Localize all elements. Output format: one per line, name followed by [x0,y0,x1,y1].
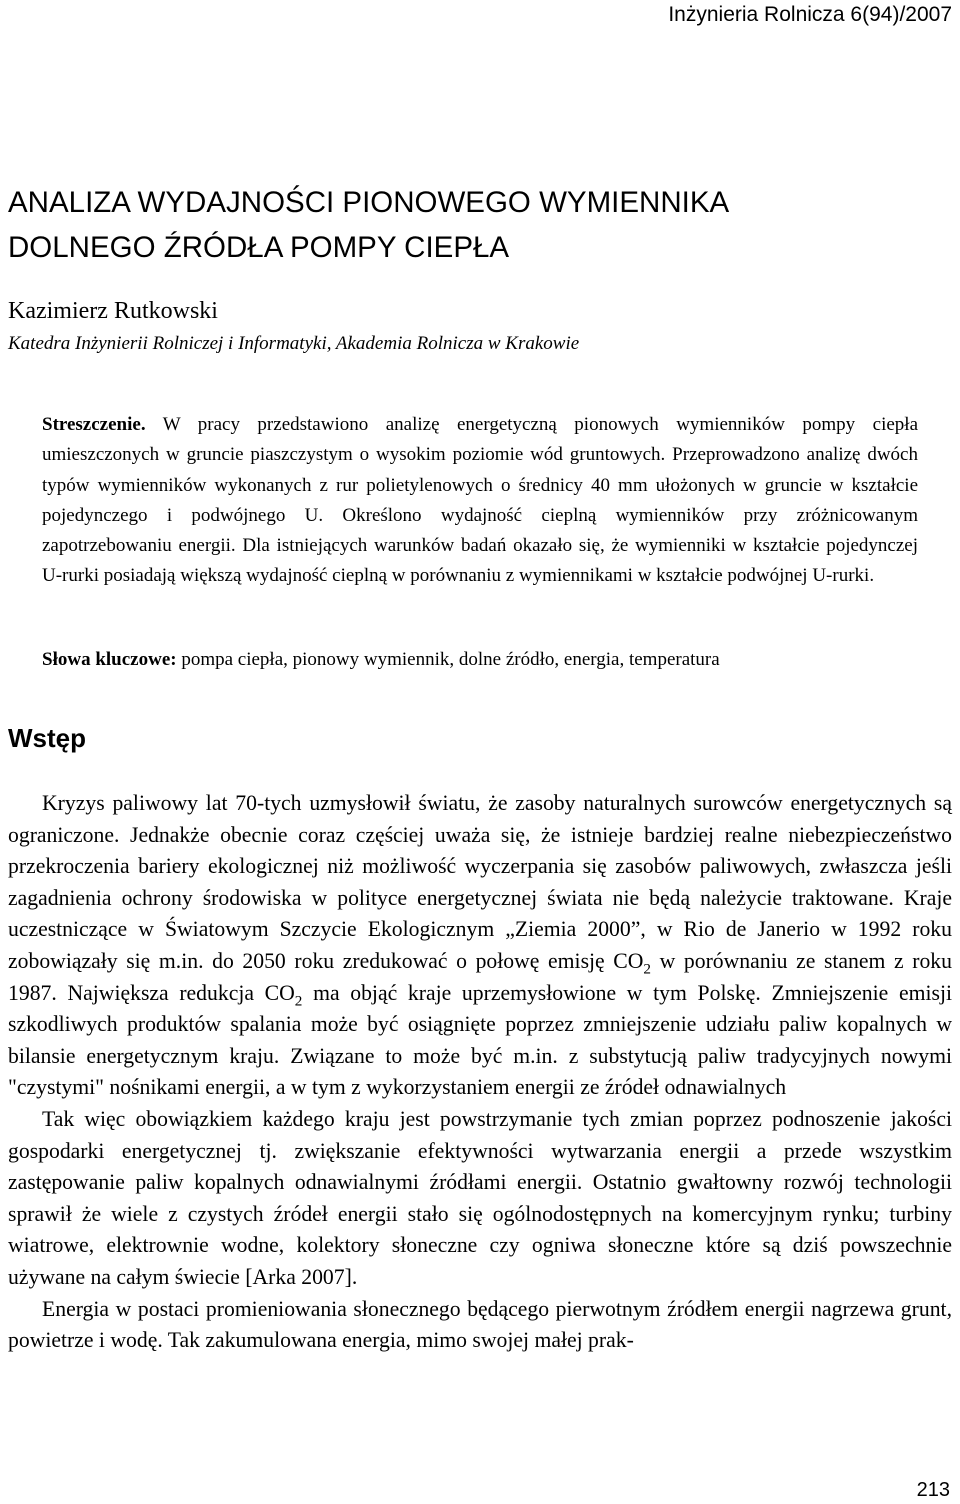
paragraph-1-part-1: Kryzys paliwowy lat 70-tych uzmysłowił światu, że zasoby naturalnych surowców energetycznych są ograniczone. Jednakże obecnie coraz częściej uważa się, że istnieje bardziej realne niebezpieczeństwo przekroczenia bariery ekologicznej niż możliwość wyczerpania się zasobów paliwowych, zwłaszcza jeśli zagadnienia ochrony środowiska w polityce energetycznej świata nie będą należycie traktowane. Kraje uczestniczące w Światowym Szczycie Ekologicznym „Ziemia 2000”, w Rio de Janerio w 1992 roku zobowiązały się m.in. do 2050 roku zredukować o połowę emisję CO [8,791,952,973]
paragraph-3: Energia w postaci promieniowania słonecznego będącego pierwotnym źródłem energii nagrzewa grunt, powietrze i wodę. Tak zakumulowana energia, mimo swojej małej prak- [8,1296,952,1353]
section-body [8,788,952,1357]
abstract-label: Streszczenie. [42,414,146,435]
article-title [8,180,948,270]
title-line-1: ANALIZA WYDAJNOŚCI PIONOWEGO WYMIENNIKA [8,186,730,219]
journal-header: Inżynieria Rolnicza 6(94)/2007 [668,3,952,26]
paragraph-2: Tak więc obowiązkiem każdego kraju jest powstrzymanie tych zmian poprzez podnoszenie jakości gospodarki energetycznej tj. zwiększanie efektywności wytwarzania energii a przede wszystkim zastępowanie paliw kopalnych odnawialnymi źródłami energii. Ostatnio gwałtowny rozwój technologii sprawił że wiele z czystych źródeł energii stało się ogólnodostępnych na komercyjnym rynku; turbiny wiatrowe, elektrownie wodne, kolektory słoneczne czy ogniwa słoneczne które są dziś powszechnie używane na całym świecie [Arka 2007]. [8,1106,952,1289]
keywords-label: Słowa kluczowe: [42,649,177,670]
section-heading: Wstęp [8,723,86,753]
keywords-text: pompa ciepła, pionowy wymiennik, dolne źródło, energia, temperatura [176,649,720,670]
keywords [42,647,720,673]
paragraph-1-part-2: w porównaniu ze stanem z roku 1987. Największa redukcja CO [8,948,952,1005]
co2-subscript: 2 [294,991,303,1009]
author-name: Kazimierz Rutkowski [8,298,218,324]
author-affiliation: Katedra Inżynierii Rolniczej i Informatyki, Akademia Rolnicza w Krakowie [8,333,580,354]
title-line-2: DOLNEGO ŹRÓDŁA POMPY CIEPŁA [8,231,510,264]
page-number: 213 [916,1479,950,1501]
paragraph-1 [8,788,952,1104]
paragraph-1-part-3: ma objąć kraje uprzemysłowione w tym Polskę. Zmniejszenie emisji szkodliwych produktów spalania może być osiągnięte poprzez zmniejszenie udziału paliw kopalnych w bilansie energetycznym kraju. Związane to może być m.in. z substytucją paliw tradycyjnych nowymi "czystymi" nośnikami energii, a w tym z wykorzystaniem energii ze źródeł odnawialnych [8,980,952,1100]
abstract-text: W pracy przedstawiono analizę energetyczną pionowych wymienników pompy ciepła umieszczonych w gruncie piaszczystym o wysokim poziomie wód gruntowych. Przeprowadzono analizę dwóch typów wymienników wykonanych z rur polietylenowych o średnicy 40 mm ułożonych w gruncie w kształcie pojedynczego i podwójnego U. Określono wydajność cieplną wymienników przy zróżnicowanym zapotrzebowaniu energii. Dla istniejących warunków badań okazało się, że wymienniki w kształcie pojedynczej U-rurki posiadają większą wydajność cieplną w porównaniu z wymiennikami w kształcie podwójnej U-rurki. [42,414,918,587]
co2-subscript: 2 [643,960,651,978]
abstract [42,410,918,592]
